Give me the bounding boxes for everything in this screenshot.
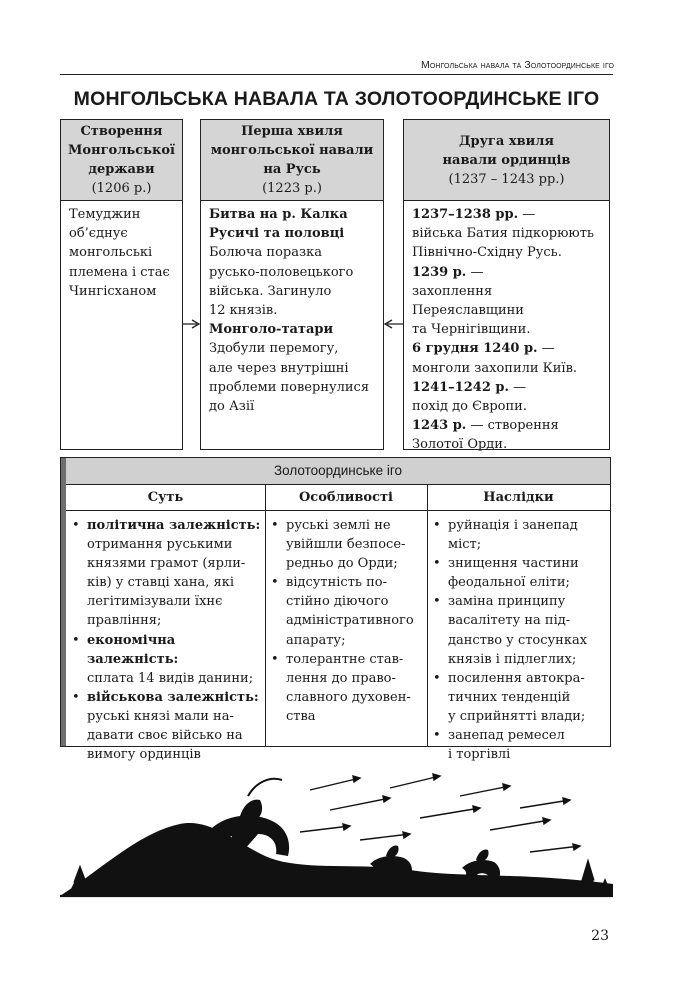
- header-line: на Русь: [263, 162, 321, 177]
- body-line: Переяславщини: [412, 303, 524, 319]
- body-line: [412, 339, 603, 358]
- column-consequences: [427, 511, 610, 763]
- column-essence: [66, 511, 265, 763]
- box-second-wave-body: [404, 201, 609, 474]
- item-line: редньо до Орди;: [286, 556, 398, 572]
- body-line: до Азії: [209, 399, 255, 415]
- item-line: тичних тенденцій: [448, 689, 571, 705]
- golden-horde-yoke-table: [60, 457, 611, 763]
- item-line: • відсутність по-: [286, 575, 387, 591]
- box-first-wave: [200, 119, 384, 450]
- event-date: 1241–1242 р.: [412, 379, 510, 395]
- header-date: (1223 р.): [262, 181, 322, 196]
- box-second-wave: [403, 119, 610, 453]
- event-text: —: [537, 341, 555, 357]
- table-title: Золотоординське іго: [66, 458, 610, 485]
- event-date: 1243 р.: [412, 418, 467, 434]
- item-line: князями грамот (ярли-: [87, 556, 246, 572]
- item-line: • руйнація і занепад: [448, 518, 578, 533]
- body-line: монголи захопили Київ.: [412, 360, 578, 376]
- page-title: МОНГОЛЬСЬКА НАВАЛА ТА ЗОЛОТООРДИНСЬКЕ ІГО: [73, 88, 600, 110]
- body-line: [412, 263, 603, 282]
- body-line: але через внутрішні: [209, 360, 349, 376]
- box-first-wave-header: [201, 120, 383, 201]
- body-line: племена і стає: [69, 264, 170, 280]
- event-date: 1239 р.: [412, 264, 467, 280]
- event-text: — створення: [466, 418, 559, 434]
- body-line: русько-половецького: [209, 264, 354, 280]
- item-line: легітимізували їхнє: [87, 594, 223, 610]
- item-lead: • політична залежність:: [87, 518, 261, 533]
- column-header-features: Особливості: [265, 484, 427, 511]
- header-rule: [60, 74, 613, 75]
- header-line: держави: [88, 162, 155, 177]
- horsemen-illustration: [60, 760, 613, 900]
- item-line: стійно діючого: [286, 594, 389, 610]
- list-item: [269, 573, 423, 649]
- item-line: славного духовен-: [286, 689, 411, 705]
- body-line: та Чернігівщини.: [412, 322, 531, 338]
- item-line: отримання руськими: [87, 537, 233, 553]
- item-line: у сприйнятті влади;: [448, 708, 586, 724]
- item-line: міст;: [448, 537, 482, 553]
- header-line: Перша хвиля: [241, 124, 343, 139]
- body-line: Болюча поразка: [209, 245, 322, 261]
- list-item: [431, 726, 606, 764]
- list-item: [269, 516, 423, 573]
- box-mongol-state-header: [61, 120, 182, 201]
- header-line: Монгольської: [68, 143, 175, 158]
- body-line: 12 князів.: [209, 303, 278, 319]
- item-line: лення до право-: [286, 670, 396, 686]
- body-line: захоплення: [412, 283, 493, 299]
- header-line: навали ординців: [442, 152, 571, 168]
- item-line: руські князі мали на-: [87, 708, 234, 724]
- body-line: [412, 416, 603, 435]
- item-line: • руські землі не: [286, 518, 391, 533]
- running-head-text: Монгольська навала та Золотоординське іго: [421, 59, 614, 71]
- item-line: феодальної еліти;: [448, 575, 570, 591]
- list-item: [70, 631, 261, 688]
- item-line: ків) у ставці хана, які: [87, 575, 235, 591]
- header-date: (1206 р.): [91, 181, 152, 196]
- list-item: [70, 516, 261, 631]
- header-line: Створення: [80, 124, 163, 139]
- event-date: 1237–1238 рр.: [412, 207, 519, 222]
- item-line: вимогу ординців: [87, 747, 201, 763]
- item-line: васалітету на під-: [448, 613, 571, 629]
- list-item: [431, 669, 606, 726]
- column-header-consequences: Наслідки: [427, 484, 610, 511]
- event-text: —: [518, 207, 536, 222]
- item-line: адміністративного: [286, 613, 414, 629]
- box-second-wave-header: [404, 120, 609, 201]
- column-header-essence: Суть: [66, 484, 265, 511]
- list-item: [431, 554, 606, 592]
- header-line: Друга хвиля: [458, 133, 555, 149]
- body-line: Монголо-татари: [209, 322, 334, 338]
- body-line: Здобули перемогу,: [209, 341, 339, 357]
- item-line: сплата 14 видів данини;: [87, 670, 254, 686]
- list-item: [70, 688, 261, 764]
- body-line: Золотої Орди.: [412, 437, 508, 453]
- item-lead: • економічна залежність:: [87, 632, 179, 667]
- item-line: і торгівлі: [448, 747, 511, 763]
- item-line: ства: [286, 708, 316, 724]
- item-line: • знищення частини: [448, 556, 579, 572]
- body-line: монгольські: [69, 245, 153, 261]
- event-date: 6 грудня 1240 р.: [412, 341, 538, 357]
- event-text: —: [509, 379, 527, 395]
- header-date: (1237 – 1243 рр.): [448, 171, 565, 187]
- header-line: монгольської навали: [210, 143, 374, 158]
- body-line: [412, 205, 603, 224]
- body-line: Чингісханом: [69, 283, 157, 299]
- box-mongol-state-body: [61, 201, 182, 301]
- item-line: апарату;: [286, 632, 346, 648]
- item-line: • толерантне став-: [286, 651, 404, 667]
- item-line: данство у стосунках: [448, 632, 588, 648]
- running-head: [421, 59, 614, 71]
- item-line: князів і підлеглих;: [448, 651, 577, 667]
- page-number: 23: [591, 928, 609, 944]
- item-line: правління;: [87, 613, 162, 629]
- event-text: —: [466, 264, 484, 280]
- body-line: Битва на р. Калка: [209, 207, 348, 222]
- arrow-left-icon: [383, 318, 404, 330]
- item-line: увійшли безпосе-: [286, 537, 406, 553]
- body-line: проблеми повернулися: [209, 379, 370, 395]
- item-line: • посилення автокра-: [448, 670, 585, 686]
- body-line: Північно-Східну Русь.: [412, 245, 562, 261]
- body-line: війська Батия підкорюють: [412, 226, 595, 242]
- body-line: об’єднує: [69, 226, 128, 242]
- body-line: війська. Загинуло: [209, 283, 332, 299]
- item-line: • занепад ремесел: [448, 728, 565, 744]
- box-first-wave-body: [201, 201, 383, 416]
- item-lead: • військова залежність:: [87, 689, 259, 705]
- body-line: Русичі та половці: [209, 226, 345, 242]
- body-line: похід до Європи.: [412, 399, 527, 415]
- list-item: [269, 650, 423, 726]
- arrow-right-icon: [182, 318, 202, 330]
- list-item: [431, 516, 606, 554]
- item-line: • заміна принципу: [448, 594, 566, 610]
- item-line: давати своє військо на: [87, 728, 243, 744]
- body-line: [412, 378, 603, 397]
- list-item: [431, 592, 606, 668]
- column-features: [265, 511, 427, 746]
- box-mongol-state: [60, 119, 183, 450]
- body-line: Темуджин: [69, 207, 141, 222]
